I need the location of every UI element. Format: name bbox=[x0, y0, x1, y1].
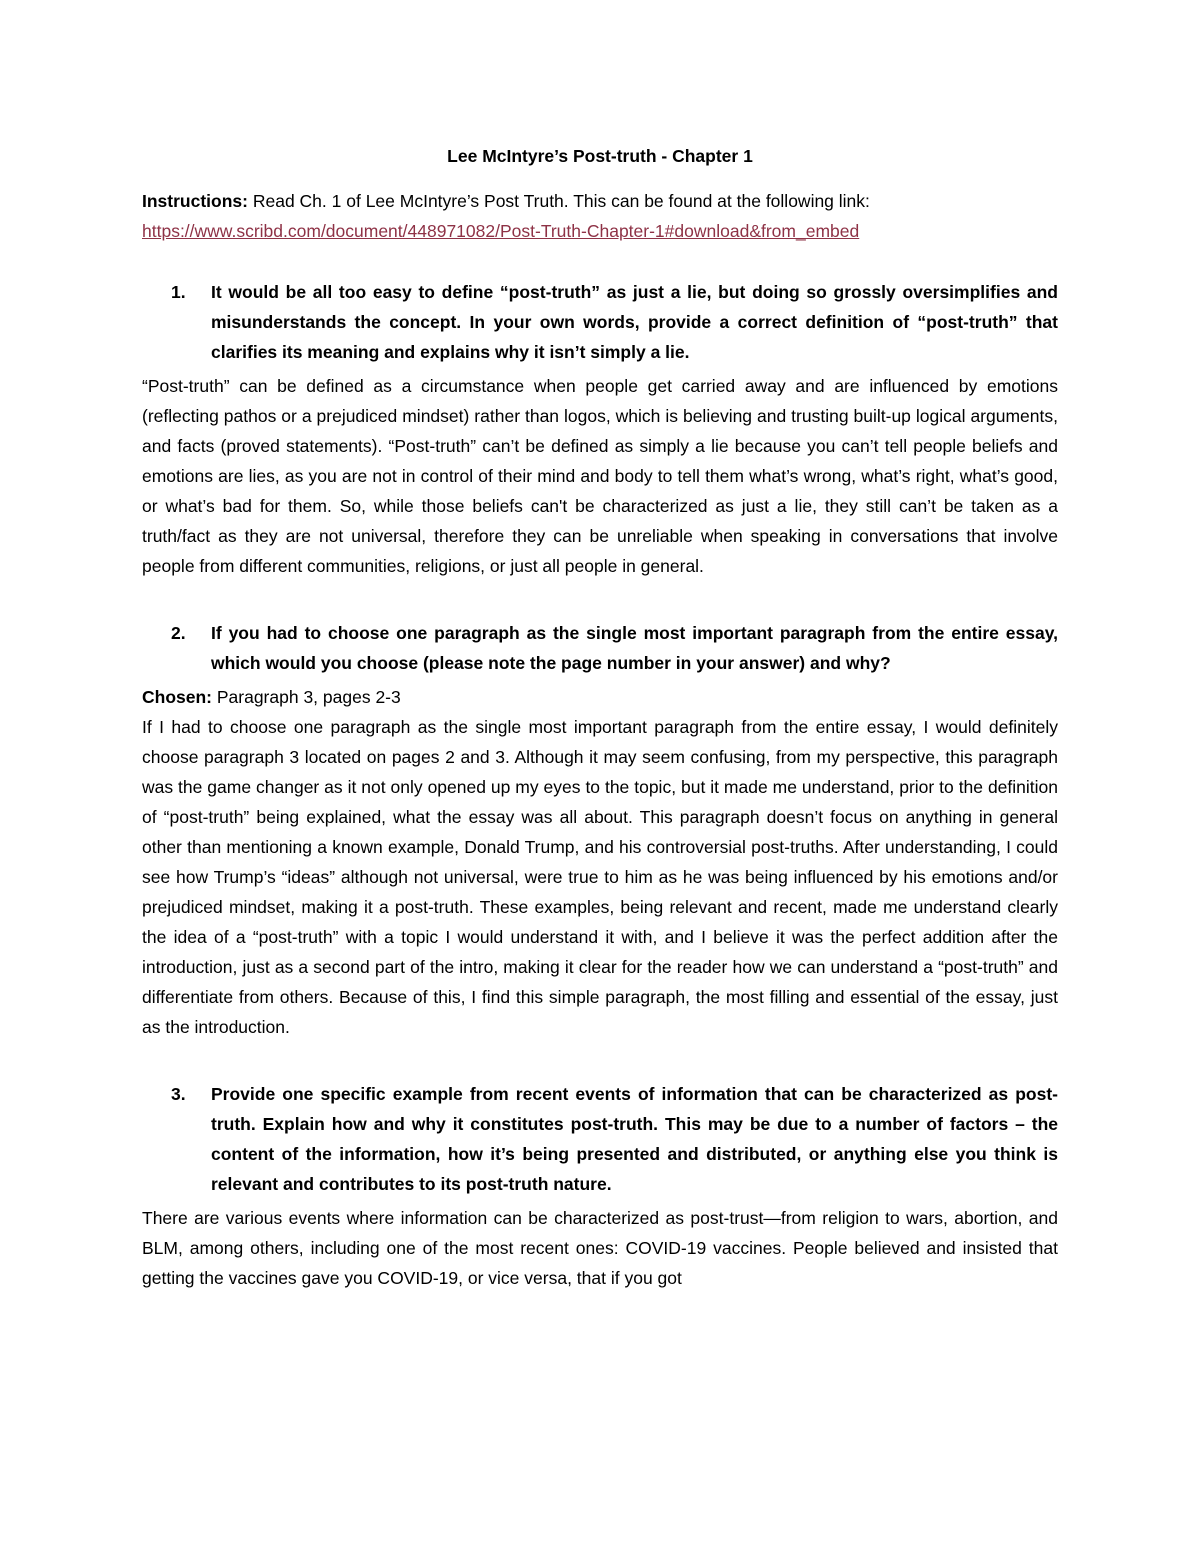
chapter-link[interactable]: https://www.scribd.com/document/448971082/Post-Truth-Chapter-1#download&from_embed bbox=[142, 221, 860, 241]
question-1 bbox=[142, 277, 1058, 367]
answer-1: “Post-truth” can be defined as a circumstance when people get carried away and are influenced by emotions (reflecting pathos or a prejudiced mindset) rather than logos, which is believing and trusting built-up logical arguments, and facts (proved statements). “Post-truth” can’t be defined as simply a lie because you can’t tell people beliefs and emotions are lies, as you are not in control of their mind and body to tell them what’s wrong, what’s right, what’s good, or what’s bad for them. So, while those beliefs can't be characterized as just a lie, they still can’t be taken as a truth/fact as they are not universal, therefore they can be unreliable when speaking in conversations that involve people from different communities, religions, or just all people in general. bbox=[142, 376, 1058, 576]
chosen-label: Chosen: bbox=[142, 687, 212, 707]
question-text: Provide one specific example from recent events of information that can be characterized as post-truth. Explain how and why it constitutes post-truth. This may be due to a number of factors – the content of the information, how it’s being presented and distributed, or anything else you think is relevant and contributes to its post-truth nature. bbox=[211, 1084, 1058, 1194]
question-text: It would be all too easy to define “post-truth” as just a lie, but doing so grossly oversimplifies and misunderstands the concept. In your own words, provide a correct definition of “post-truth” that clarifies its meaning and explains why it isn’t simply a lie. bbox=[211, 282, 1058, 362]
chosen-text: Paragraph 3, pages 2-3 bbox=[212, 687, 401, 707]
instructions-text: Read Ch. 1 of Lee McIntyre’s Post Truth. This can be found at the following link: bbox=[247, 191, 870, 211]
question-number: 3. bbox=[171, 1084, 186, 1104]
question-3 bbox=[142, 1079, 1058, 1199]
question-text: If you had to choose one paragraph as the single most important paragraph from the entire essay, which would you choose (please note the page number in your answer) and why? bbox=[211, 623, 1058, 673]
chosen-paragraph bbox=[142, 682, 1058, 712]
question-number: 1. bbox=[171, 282, 186, 302]
question-number: 2. bbox=[171, 623, 186, 643]
answer-2: If I had to choose one paragraph as the single most important paragraph from the entire essay, I would definitely choose paragraph 3 located on pages 2 and 3. Although it may seem confusing, from my perspective, this paragraph was the game changer as it not only opened up my eyes to the topic, but it made me understand, prior to the definition of “post-truth” being explained, what the essay was all about. This paragraph doesn’t focus on anything in general other than mentioning a known example, Donald Trump, and his controversial post-truths. After understanding, I could see how Trump’s “ideas” although not universal, were true to him as he was being influenced by his emotions and/or prejudiced mindset, making it a post-truth. These examples, being relevant and recent, made me understand clearly the idea of a “post-truth” with a topic I would understand it with, and I believe it was the perfect addition after the introduction, just as a second part of the intro, making it clear for the reader how we can understand a “post-truth” and differentiate from others. Because of this, I find this simple paragraph, the most filling and essential of the essay, just as the introduction. bbox=[142, 717, 1058, 1037]
document-content bbox=[142, 141, 1058, 1293]
question-2 bbox=[142, 618, 1058, 678]
document-title: Lee McIntyre’s Post-truth - Chapter 1 bbox=[447, 146, 753, 166]
answer-3: There are various events where information can be characterized as post-trust—from religion to wars, abortion, and BLM, among others, including one of the most recent ones: COVID-19 vaccines. People believed and insisted that getting the vaccines gave you COVID-19, or vice versa, that if you got bbox=[142, 1208, 1058, 1288]
instructions-label: Instructions: bbox=[142, 191, 248, 211]
instructions bbox=[142, 186, 1058, 216]
